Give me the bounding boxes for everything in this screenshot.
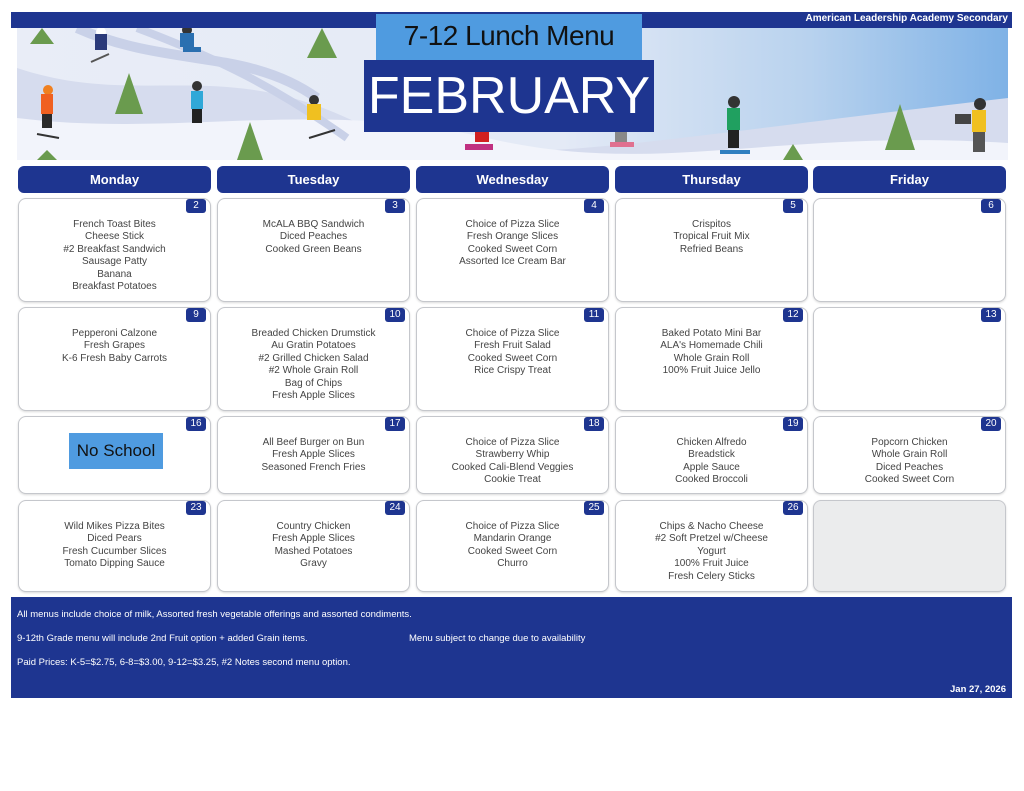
day-cell bbox=[217, 307, 410, 411]
day-cell bbox=[615, 307, 808, 411]
date-badge: 20 bbox=[981, 417, 1001, 431]
menu-item: Fresh Grapes bbox=[83, 340, 146, 352]
date-badge: 17 bbox=[385, 417, 405, 431]
menu-item: Cookie Treat bbox=[484, 474, 541, 486]
date-badge: 25 bbox=[584, 501, 604, 515]
menu-item: Mashed Potatoes bbox=[274, 545, 353, 557]
menu-item: Fresh Apple Slices bbox=[272, 390, 355, 402]
menu-item: Refried Beans bbox=[679, 243, 744, 255]
menu-item: Popcorn Chicken bbox=[871, 437, 948, 448]
menu-item: Churro bbox=[497, 558, 528, 570]
menu-item: Diced Peaches bbox=[279, 231, 348, 243]
menu-item: 100% Fruit Juice Jello bbox=[662, 365, 761, 377]
menu-item: Cooked Sweet Corn bbox=[467, 243, 558, 255]
menu-item: Baked Potato Mini Bar bbox=[661, 328, 762, 339]
day-cell bbox=[615, 500, 808, 592]
menu-item: Fresh Celery Sticks bbox=[668, 570, 755, 582]
menu-items bbox=[19, 521, 210, 571]
menu-item: #2 Breakfast Sandwich bbox=[63, 243, 166, 255]
menu-item: Apple Sauce bbox=[683, 461, 740, 473]
menu-item: Banana bbox=[97, 268, 132, 280]
day-header-thursday: Thursday bbox=[615, 166, 808, 193]
menu-item: Au Gratin Potatoes bbox=[271, 340, 356, 352]
menu-item: Rice Crispy Treat bbox=[474, 365, 551, 377]
menu-item: Fresh Orange Slices bbox=[466, 231, 559, 243]
menu-items bbox=[218, 219, 409, 256]
menu-items bbox=[616, 437, 807, 487]
menu-item: Fresh Cucumber Slices bbox=[62, 545, 167, 557]
menu-item: Chips & Nacho Cheese bbox=[659, 521, 764, 532]
date-badge: 24 bbox=[385, 501, 405, 515]
menu-items bbox=[19, 219, 210, 293]
menu-item: Fresh Apple Slices bbox=[272, 533, 355, 545]
menu-items bbox=[417, 521, 608, 571]
menu-item: Choice of Pizza Slice bbox=[465, 219, 560, 230]
menu-item: ALA's Homemade Chili bbox=[660, 340, 763, 352]
day-cell bbox=[813, 416, 1006, 494]
footer bbox=[11, 597, 1012, 698]
menu-item: French Toast Bites bbox=[73, 219, 156, 230]
menu-item: Cooked Sweet Corn bbox=[467, 352, 558, 364]
menu-item: Crispitos bbox=[692, 219, 731, 230]
day-cell bbox=[217, 198, 410, 302]
day-cell bbox=[18, 500, 211, 592]
menu-items bbox=[19, 328, 210, 365]
no-school-label: No School bbox=[69, 433, 163, 469]
date-badge: 4 bbox=[584, 199, 604, 213]
day-cell bbox=[18, 198, 211, 302]
menu-item: Breadstick bbox=[688, 449, 735, 461]
menu-items bbox=[814, 437, 1005, 487]
menu-items bbox=[218, 328, 409, 402]
menu-item: Yogurt bbox=[697, 545, 726, 557]
menu-items bbox=[616, 521, 807, 583]
menu-item: McALA BBQ Sandwich bbox=[262, 219, 365, 230]
menu-item: K-6 Fresh Baby Carrots bbox=[61, 352, 168, 364]
menu-items bbox=[417, 328, 608, 378]
footer-note-grain: 9-12th Grade menu will include 2nd Fruit option + added Grain items. bbox=[17, 633, 308, 644]
day-header-friday: Friday bbox=[813, 166, 1006, 193]
menu-item: Strawberry Whip bbox=[475, 449, 550, 461]
menu-item: Pepperoni Calzone bbox=[71, 328, 158, 339]
date-badge: 23 bbox=[186, 501, 206, 515]
menu-item: Cooked Sweet Corn bbox=[864, 474, 955, 486]
menu-items bbox=[616, 219, 807, 256]
menu-item: Sausage Patty bbox=[81, 256, 148, 268]
menu-item: Gravy bbox=[300, 558, 327, 570]
date-badge: 5 bbox=[783, 199, 803, 213]
date-badge: 16 bbox=[186, 417, 206, 431]
menu-item: Cooked Cali-Blend Veggies bbox=[451, 461, 574, 473]
day-header-monday: Monday bbox=[18, 166, 211, 193]
footer-note-milk: All menus include choice of milk, Assorted fresh vegetable offerings and assorted condiments. bbox=[17, 609, 412, 620]
menu-item: Cooked Broccoli bbox=[675, 474, 748, 486]
menu-items bbox=[616, 328, 807, 378]
date-badge: 11 bbox=[584, 308, 604, 322]
day-cell bbox=[416, 307, 609, 411]
date-badge: 12 bbox=[783, 308, 803, 322]
day-cell bbox=[18, 307, 211, 411]
menu-item: #2 Grilled Chicken Salad bbox=[258, 352, 369, 364]
day-cell bbox=[217, 500, 410, 592]
footer-date: Jan 27, 2026 bbox=[950, 684, 1006, 695]
day-cell bbox=[416, 198, 609, 302]
menu-item: Choice of Pizza Slice bbox=[465, 328, 560, 339]
menu-item: Bag of Chips bbox=[284, 377, 343, 389]
date-badge: 3 bbox=[385, 199, 405, 213]
day-cell bbox=[813, 500, 1006, 592]
menu-item: Diced Pears bbox=[87, 533, 142, 545]
menu-item: Choice of Pizza Slice bbox=[465, 437, 560, 448]
date-badge: 19 bbox=[783, 417, 803, 431]
footer-note-availability: Menu subject to change due to availability bbox=[409, 633, 586, 644]
date-badge: 10 bbox=[385, 308, 405, 322]
day-header-wednesday: Wednesday bbox=[416, 166, 609, 193]
menu-item: #2 Whole Grain Roll bbox=[268, 365, 359, 377]
menu-item: Whole Grain Roll bbox=[871, 449, 948, 461]
day-cell bbox=[217, 416, 410, 494]
menu-item: Choice of Pizza Slice bbox=[465, 521, 560, 532]
day-cell bbox=[615, 198, 808, 302]
menu-item: All Beef Burger on Bun bbox=[262, 437, 365, 448]
menu-item: 100% Fruit Juice bbox=[674, 558, 749, 570]
date-badge: 6 bbox=[981, 199, 1001, 213]
month-title: FEBRUARY bbox=[367, 67, 651, 125]
menu-item: Assorted Ice Cream Bar bbox=[459, 256, 566, 268]
menu-item: Country Chicken bbox=[276, 521, 351, 532]
day-cell bbox=[416, 500, 609, 592]
menu-item: #2 Soft Pretzel w/Cheese bbox=[655, 533, 768, 545]
menu-item: Seasoned French Fries bbox=[261, 461, 366, 473]
day-cell bbox=[813, 198, 1006, 302]
menu-item: Cooked Green Beans bbox=[265, 243, 362, 255]
day-header-tuesday: Tuesday bbox=[217, 166, 410, 193]
date-badge: 2 bbox=[186, 199, 206, 213]
menu-items bbox=[218, 437, 409, 474]
menu-item: Mandarin Orange bbox=[473, 533, 552, 545]
menu-item: Diced Peaches bbox=[875, 461, 944, 473]
menu-item: Fresh Apple Slices bbox=[272, 449, 355, 461]
day-cell bbox=[813, 307, 1006, 411]
date-badge: 9 bbox=[186, 308, 206, 322]
menu-items bbox=[417, 219, 608, 269]
menu-items bbox=[218, 521, 409, 571]
date-badge: 13 bbox=[981, 308, 1001, 322]
footer-note-prices: Paid Prices: K-5=$2.75, 6-8=$3.00, 9-12=$3.25, #2 Notes second menu option. bbox=[17, 657, 351, 668]
day-cell bbox=[416, 416, 609, 494]
day-cell bbox=[615, 416, 808, 494]
menu-item: Cooked Sweet Corn bbox=[467, 545, 558, 557]
school-name: American Leadership Academy Secondary bbox=[805, 13, 1008, 24]
menu-item: Whole Grain Roll bbox=[673, 352, 750, 364]
menu-item: Breaded Chicken Drumstick bbox=[251, 328, 376, 339]
menu-items bbox=[417, 437, 608, 487]
menu-item: Chicken Alfredo bbox=[676, 437, 747, 448]
menu-item: Breakfast Potatoes bbox=[72, 281, 157, 293]
menu-item: Wild Mikes Pizza Bites bbox=[64, 521, 165, 532]
menu-title: 7-12 Lunch Menu bbox=[403, 20, 615, 51]
date-badge: 26 bbox=[783, 501, 803, 515]
menu-item: Fresh Fruit Salad bbox=[474, 340, 551, 352]
day-cell bbox=[18, 416, 211, 494]
menu-item: Tomato Dipping Sauce bbox=[64, 558, 165, 570]
menu-item: Tropical Fruit Mix bbox=[673, 231, 750, 243]
date-badge: 18 bbox=[584, 417, 604, 431]
menu-item: Cheese Stick bbox=[85, 231, 144, 243]
